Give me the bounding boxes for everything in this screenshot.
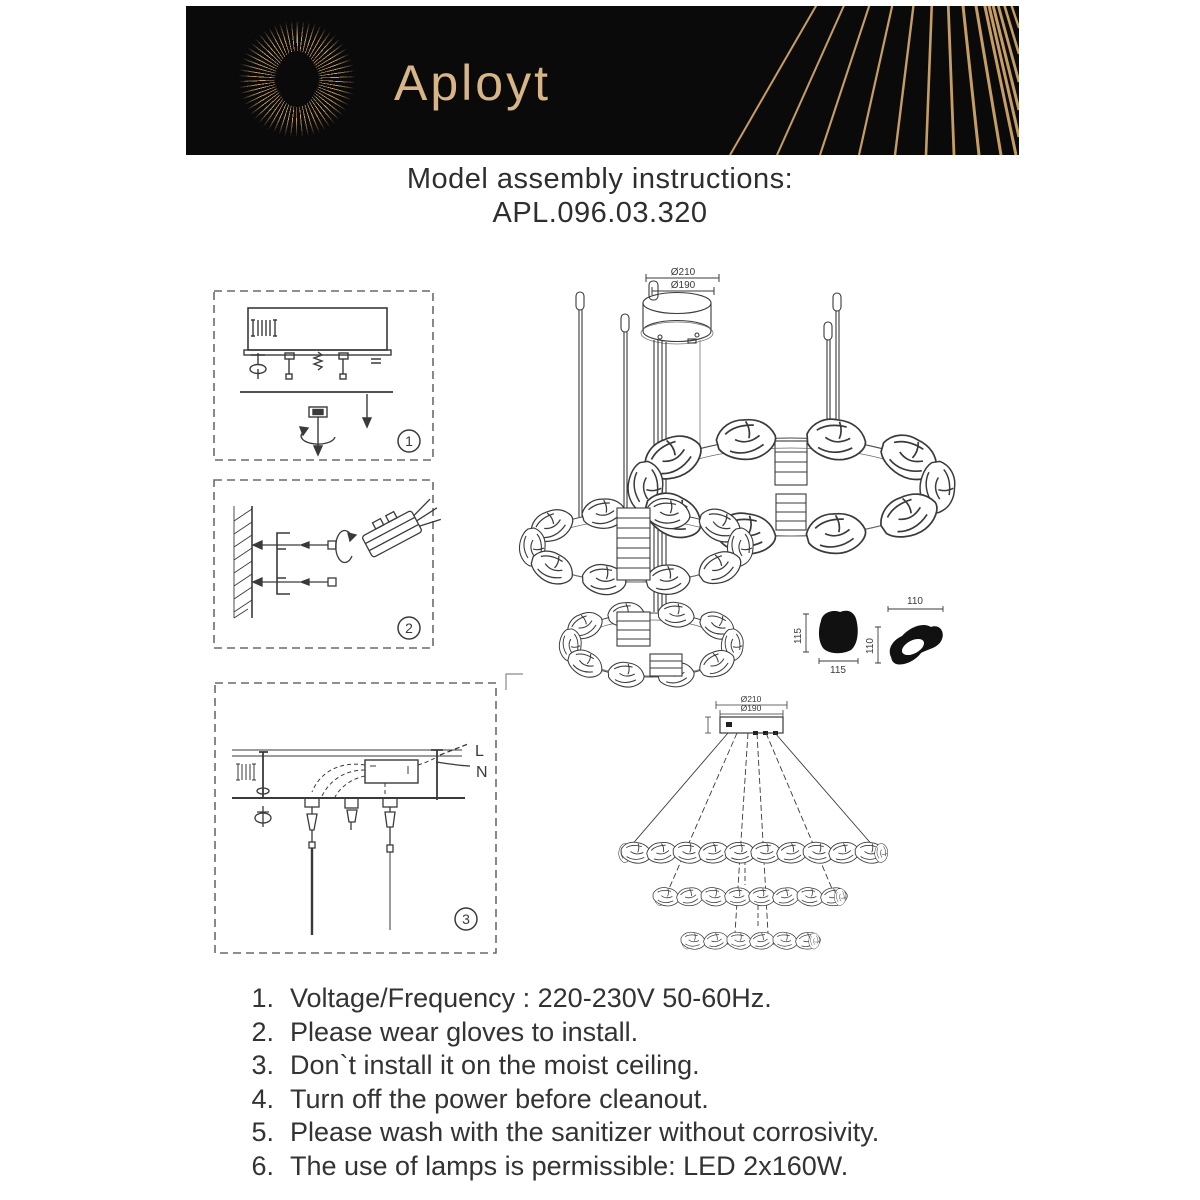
instruction-number: 1. — [251, 983, 274, 1013]
instruction-text: Please wear gloves to install. — [290, 1016, 639, 1047]
dim-side-canopy-top: Ø210 — [740, 694, 762, 704]
instruction-item — [238, 1083, 1098, 1117]
model-number: APL.096.03.320 — [492, 197, 708, 229]
dim-detail-a-width: 115 — [830, 665, 846, 676]
brand-text: Aployt — [394, 55, 551, 111]
instruction-item — [238, 982, 1098, 1016]
instruction-text: Turn off the power before cleanout. — [290, 1083, 709, 1114]
instruction-number: 4. — [251, 1083, 274, 1114]
crystal-detail-figures — [793, 596, 943, 676]
instruction-number: 6. — [251, 1150, 274, 1181]
chandelier-side-view — [619, 694, 888, 951]
step-3-number: 3 — [462, 911, 470, 927]
instruction-item — [238, 1116, 1098, 1150]
instruction-item — [238, 1049, 1098, 1083]
dim-detail-b-height: 110 — [865, 638, 876, 654]
instruction-text: Voltage/Frequency : 220-230V 50-60Hz. — [290, 983, 772, 1013]
instruction-item — [238, 1016, 1098, 1050]
instruction-number: 5. — [251, 1117, 274, 1147]
instruction-number: 3. — [251, 1050, 274, 1080]
wire-neutral-label: N — [476, 764, 488, 781]
step-2-number: 2 — [405, 620, 413, 636]
step-1-diagram — [214, 291, 433, 460]
chandelier-iso-view — [519, 267, 954, 689]
doc-title: Model assembly instructions: — [406, 163, 794, 195]
dim-detail-a-height: 115 — [793, 628, 804, 644]
instruction-item — [238, 1150, 1098, 1184]
dim-canopy-bottom: Ø190 — [670, 280, 696, 291]
dim-side-canopy-bottom: Ø190 — [740, 703, 762, 713]
wire-live-label: L — [475, 743, 484, 760]
dim-detail-b-width: 110 — [907, 596, 923, 607]
step-3-diagram — [215, 683, 496, 953]
instruction-text: Please wash with the sanitizer without corrosivity. — [290, 1117, 880, 1147]
instruction-list — [238, 982, 1098, 1183]
instruction-number: 2. — [251, 1016, 274, 1047]
dim-canopy-top: Ø210 — [670, 267, 696, 278]
step-2-diagram — [214, 480, 444, 648]
step-1-number: 1 — [405, 433, 413, 449]
instruction-text: The use of lamps is permissible: LED 2x160W. — [290, 1150, 849, 1181]
corner-mark — [506, 674, 523, 690]
instruction-text: Don`t install it on the moist ceiling. — [290, 1050, 700, 1080]
